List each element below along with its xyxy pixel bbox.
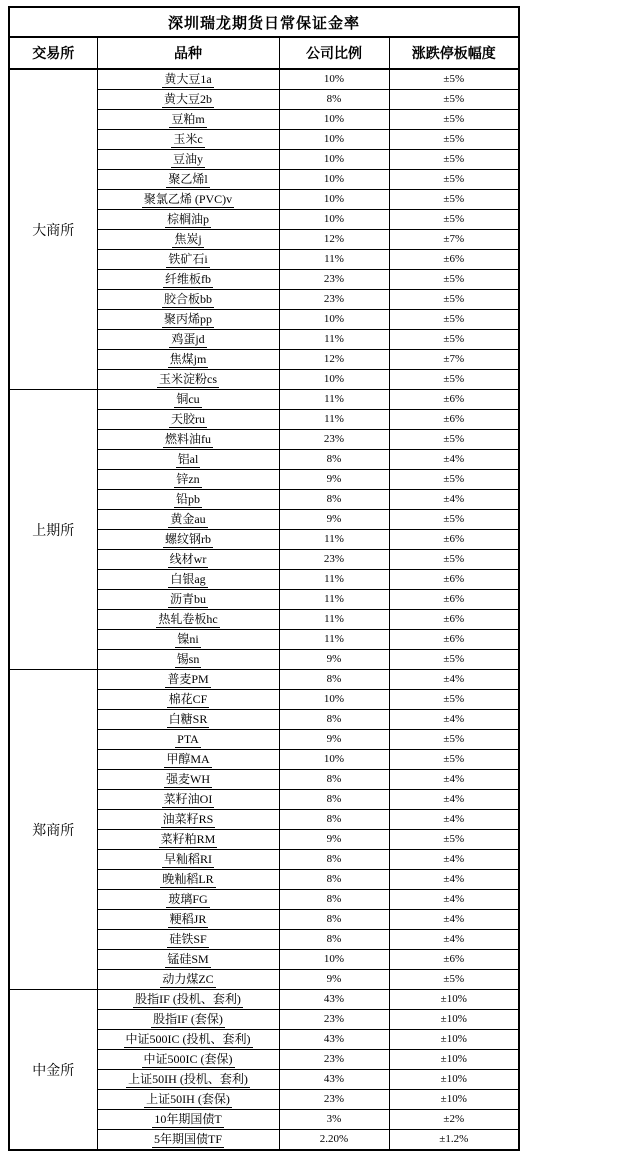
- product-label: 强麦WH: [166, 772, 210, 786]
- product-cell: [97, 69, 279, 90]
- limit-cell: ±5%: [389, 510, 519, 530]
- product-label: 玉米c: [173, 132, 203, 146]
- product-cell: [97, 90, 279, 110]
- ratio-cell: 9%: [279, 970, 389, 990]
- product-cell: [97, 790, 279, 810]
- product-cell: [97, 970, 279, 990]
- product-label: 铝al: [177, 452, 199, 466]
- ratio-cell: 9%: [279, 650, 389, 670]
- product-cell: [97, 490, 279, 510]
- ratio-cell: 23%: [279, 1050, 389, 1070]
- limit-cell: ±6%: [389, 630, 519, 650]
- product-cell: [97, 330, 279, 350]
- limit-cell: ±6%: [389, 590, 519, 610]
- product-cell: [97, 290, 279, 310]
- table-header-row: [9, 37, 519, 69]
- product-cell: [97, 550, 279, 570]
- product-label: 热轧卷板hc: [158, 612, 218, 626]
- ratio-cell: 10%: [279, 150, 389, 170]
- ratio-cell: 10%: [279, 130, 389, 150]
- product-label: 早籼稻RI: [163, 852, 212, 866]
- limit-cell: ±4%: [389, 770, 519, 790]
- ratio-cell: 8%: [279, 770, 389, 790]
- product-cell: [97, 650, 279, 670]
- product-cell: [97, 610, 279, 630]
- limit-cell: ±5%: [389, 130, 519, 150]
- product-label: PTA: [177, 732, 199, 746]
- product-cell: [97, 430, 279, 450]
- limit-cell: ±6%: [389, 530, 519, 550]
- product-label: 白银ag: [170, 572, 206, 586]
- limit-cell: ±5%: [389, 690, 519, 710]
- ratio-cell: 8%: [279, 890, 389, 910]
- limit-cell: ±5%: [389, 170, 519, 190]
- limit-cell: ±10%: [389, 1070, 519, 1090]
- limit-cell: ±5%: [389, 830, 519, 850]
- ratio-cell: 11%: [279, 410, 389, 430]
- product-cell: [97, 910, 279, 930]
- ratio-cell: 8%: [279, 490, 389, 510]
- product-label: 沥青bu: [169, 592, 206, 606]
- ratio-cell: 8%: [279, 850, 389, 870]
- limit-cell: ±10%: [389, 990, 519, 1010]
- product-cell: [97, 370, 279, 390]
- limit-cell: ±2%: [389, 1110, 519, 1130]
- ratio-cell: 11%: [279, 250, 389, 270]
- product-cell: [97, 110, 279, 130]
- product-cell: [97, 390, 279, 410]
- product-cell: [97, 1030, 279, 1050]
- ratio-cell: 11%: [279, 390, 389, 410]
- ratio-cell: 8%: [279, 710, 389, 730]
- table-row: [9, 69, 519, 90]
- product-label: 天胶ru: [171, 412, 205, 426]
- product-cell: [97, 170, 279, 190]
- limit-cell: ±5%: [389, 470, 519, 490]
- product-label: 纤维板fb: [165, 272, 211, 286]
- limit-cell: ±5%: [389, 110, 519, 130]
- product-label: 铁矿石i: [168, 252, 208, 266]
- ratio-cell: 3%: [279, 1110, 389, 1130]
- limit-cell: ±5%: [389, 750, 519, 770]
- ratio-cell: 43%: [279, 1030, 389, 1050]
- limit-cell: ±5%: [389, 150, 519, 170]
- exchange-cell: 中金所: [9, 990, 97, 1151]
- product-cell: [97, 510, 279, 530]
- product-label: 10年期国债T: [154, 1112, 222, 1126]
- ratio-cell: 23%: [279, 550, 389, 570]
- limit-cell: ±5%: [389, 730, 519, 750]
- product-cell: [97, 1130, 279, 1151]
- ratio-cell: 11%: [279, 590, 389, 610]
- product-cell: [97, 750, 279, 770]
- ratio-cell: 10%: [279, 310, 389, 330]
- limit-cell: ±10%: [389, 1030, 519, 1050]
- product-cell: [97, 670, 279, 690]
- ratio-cell: 11%: [279, 570, 389, 590]
- product-cell: [97, 630, 279, 650]
- product-label: 上证50IH (投机、套利): [128, 1072, 248, 1086]
- limit-cell: ±7%: [389, 230, 519, 250]
- product-cell: [97, 250, 279, 270]
- ratio-cell: 23%: [279, 1090, 389, 1110]
- limit-cell: ±6%: [389, 250, 519, 270]
- ratio-cell: 8%: [279, 810, 389, 830]
- limit-cell: ±5%: [389, 650, 519, 670]
- product-label: 5年期国债TF: [153, 1132, 222, 1146]
- product-cell: [97, 150, 279, 170]
- product-cell: [97, 710, 279, 730]
- product-label: 豆粕m: [171, 112, 205, 126]
- ratio-cell: 10%: [279, 950, 389, 970]
- margin-rate-table: [8, 6, 520, 1151]
- product-cell: [97, 1090, 279, 1110]
- ratio-cell: 11%: [279, 610, 389, 630]
- limit-cell: ±5%: [389, 550, 519, 570]
- product-cell: [97, 210, 279, 230]
- table-row: [9, 670, 519, 690]
- product-label: 豆油y: [172, 152, 203, 166]
- product-cell: [97, 810, 279, 830]
- ratio-cell: 23%: [279, 290, 389, 310]
- ratio-cell: 10%: [279, 69, 389, 90]
- ratio-cell: 10%: [279, 690, 389, 710]
- product-cell: [97, 130, 279, 150]
- product-label: 玻璃FG: [168, 892, 208, 906]
- limit-cell: ±4%: [389, 910, 519, 930]
- ratio-cell: 11%: [279, 330, 389, 350]
- product-cell: [97, 1010, 279, 1030]
- limit-cell: ±4%: [389, 890, 519, 910]
- ratio-cell: 10%: [279, 110, 389, 130]
- product-label: 鸡蛋jd: [171, 332, 205, 346]
- product-label: 黄金au: [170, 512, 206, 526]
- product-cell: [97, 570, 279, 590]
- table-title-row: [9, 7, 519, 37]
- page-title: 深圳瑞龙期货日常保证金率: [9, 7, 519, 37]
- product-label: 普麦PM: [167, 672, 209, 686]
- product-cell: [97, 1050, 279, 1070]
- ratio-cell: 23%: [279, 1010, 389, 1030]
- ratio-cell: 43%: [279, 1070, 389, 1090]
- limit-cell: ±5%: [389, 290, 519, 310]
- product-cell: [97, 450, 279, 470]
- exchange-cell: 郑商所: [9, 670, 97, 990]
- product-label: 菜籽油OI: [163, 792, 213, 806]
- product-label: 胶合板bb: [163, 292, 212, 306]
- product-label: 油菜籽RS: [162, 812, 214, 826]
- limit-cell: ±5%: [389, 270, 519, 290]
- limit-cell: ±4%: [389, 810, 519, 830]
- ratio-cell: 2.20%: [279, 1130, 389, 1151]
- ratio-cell: 11%: [279, 530, 389, 550]
- limit-cell: ±6%: [389, 570, 519, 590]
- product-label: 黄大豆1a: [164, 72, 212, 86]
- ratio-cell: 12%: [279, 230, 389, 250]
- ratio-cell: 23%: [279, 430, 389, 450]
- limit-cell: ±10%: [389, 1010, 519, 1030]
- product-label: 股指IF (套保): [153, 1012, 223, 1026]
- product-label: 聚氯乙烯 (PVC)v: [143, 192, 233, 206]
- limit-cell: ±7%: [389, 350, 519, 370]
- limit-cell: ±5%: [389, 330, 519, 350]
- product-cell: [97, 530, 279, 550]
- ratio-cell: 8%: [279, 670, 389, 690]
- product-cell: [97, 270, 279, 290]
- limit-cell: ±1.2%: [389, 1130, 519, 1151]
- document-sheet: [8, 6, 518, 1151]
- product-label: 锰硅SM: [167, 952, 209, 966]
- exchange-cell: 上期所: [9, 390, 97, 670]
- limit-cell: ±4%: [389, 930, 519, 950]
- limit-cell: ±4%: [389, 710, 519, 730]
- ratio-cell: 11%: [279, 630, 389, 650]
- limit-cell: ±4%: [389, 450, 519, 470]
- limit-cell: ±6%: [389, 390, 519, 410]
- limit-cell: ±5%: [389, 90, 519, 110]
- product-label: 中证500IC (套保): [143, 1052, 233, 1066]
- limit-cell: ±5%: [389, 370, 519, 390]
- exchange-cell: 大商所: [9, 69, 97, 390]
- product-cell: [97, 870, 279, 890]
- product-label: 棉花CF: [168, 692, 208, 706]
- product-cell: [97, 930, 279, 950]
- product-cell: [97, 310, 279, 330]
- product-label: 铅pb: [175, 492, 200, 506]
- ratio-cell: 10%: [279, 750, 389, 770]
- product-label: 菜籽粕RM: [160, 832, 216, 846]
- product-label: 线材wr: [169, 552, 207, 566]
- limit-cell: ±5%: [389, 970, 519, 990]
- limit-cell: ±5%: [389, 310, 519, 330]
- product-cell: [97, 410, 279, 430]
- ratio-cell: 12%: [279, 350, 389, 370]
- limit-cell: ±5%: [389, 430, 519, 450]
- limit-cell: ±4%: [389, 870, 519, 890]
- product-cell: [97, 590, 279, 610]
- ratio-cell: 9%: [279, 730, 389, 750]
- product-label: 动力煤ZC: [162, 972, 214, 986]
- product-label: 铜cu: [176, 392, 200, 406]
- ratio-cell: 10%: [279, 170, 389, 190]
- limit-cell: ±4%: [389, 850, 519, 870]
- product-label: 玉米淀粉cs: [159, 372, 217, 386]
- column-header: 交易所: [9, 37, 97, 69]
- ratio-cell: 8%: [279, 870, 389, 890]
- limit-cell: ±10%: [389, 1090, 519, 1110]
- product-cell: [97, 830, 279, 850]
- product-cell: [97, 190, 279, 210]
- limit-cell: ±10%: [389, 1050, 519, 1070]
- column-header: 品种: [97, 37, 279, 69]
- ratio-cell: 9%: [279, 470, 389, 490]
- product-label: 锡sn: [176, 652, 200, 666]
- ratio-cell: 8%: [279, 90, 389, 110]
- product-cell: [97, 350, 279, 370]
- product-label: 聚丙烯pp: [163, 312, 212, 326]
- product-label: 焦炭j: [174, 232, 202, 246]
- product-cell: [97, 470, 279, 490]
- product-label: 镍ni: [177, 632, 199, 646]
- product-label: 棕榈油p: [166, 212, 209, 226]
- product-label: 上证50IH (套保): [146, 1092, 230, 1106]
- product-label: 硅铁SF: [169, 932, 207, 946]
- limit-cell: ±4%: [389, 670, 519, 690]
- ratio-cell: 8%: [279, 450, 389, 470]
- ratio-cell: 8%: [279, 930, 389, 950]
- product-label: 中证500IC (投机、套利): [125, 1032, 251, 1046]
- ratio-cell: 23%: [279, 270, 389, 290]
- product-label: 燃料油fu: [165, 432, 211, 446]
- product-cell: [97, 770, 279, 790]
- product-label: 股指IF (投机、套利): [135, 992, 241, 1006]
- product-label: 黄大豆2b: [163, 92, 212, 106]
- ratio-cell: 8%: [279, 910, 389, 930]
- limit-cell: ±6%: [389, 410, 519, 430]
- limit-cell: ±4%: [389, 790, 519, 810]
- product-cell: [97, 950, 279, 970]
- ratio-cell: 43%: [279, 990, 389, 1010]
- product-label: 锌zn: [176, 472, 200, 486]
- product-label: 聚乙烯l: [168, 172, 208, 186]
- product-cell: [97, 1070, 279, 1090]
- ratio-cell: 10%: [279, 210, 389, 230]
- limit-cell: ±5%: [389, 210, 519, 230]
- product-label: 螺纹钢rb: [165, 532, 211, 546]
- limit-cell: ±4%: [389, 490, 519, 510]
- column-header: 涨跌停板幅度: [389, 37, 519, 69]
- product-cell: [97, 690, 279, 710]
- limit-cell: ±6%: [389, 950, 519, 970]
- product-cell: [97, 1110, 279, 1130]
- ratio-cell: 9%: [279, 830, 389, 850]
- product-cell: [97, 890, 279, 910]
- product-label: 粳稻JR: [169, 912, 207, 926]
- ratio-cell: 10%: [279, 370, 389, 390]
- limit-cell: ±5%: [389, 190, 519, 210]
- product-label: 晚籼稻LR: [162, 872, 214, 886]
- table-row: [9, 390, 519, 410]
- column-header: 公司比例: [279, 37, 389, 69]
- product-cell: [97, 230, 279, 250]
- product-label: 白糖SR: [168, 712, 208, 726]
- table-row: [9, 990, 519, 1010]
- ratio-cell: 9%: [279, 510, 389, 530]
- product-cell: [97, 850, 279, 870]
- ratio-cell: 10%: [279, 190, 389, 210]
- limit-cell: ±6%: [389, 610, 519, 630]
- product-label: 甲醇MA: [166, 752, 210, 766]
- product-label: 焦煤jm: [169, 352, 207, 366]
- ratio-cell: 8%: [279, 790, 389, 810]
- product-cell: [97, 730, 279, 750]
- limit-cell: ±5%: [389, 69, 519, 90]
- product-cell: [97, 990, 279, 1010]
